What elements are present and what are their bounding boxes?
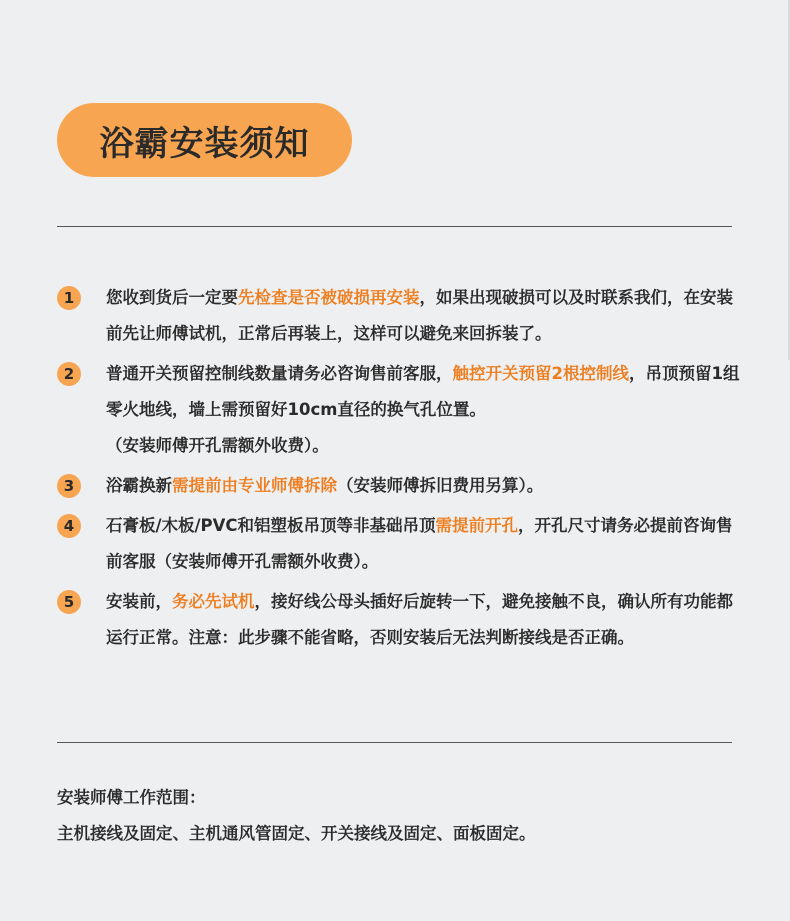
note-item	[57, 468, 747, 504]
note-text-segment: 浴霸换新	[106, 476, 172, 495]
note-text	[106, 584, 746, 656]
highlighted-phrase: 需提前由专业师傅拆除	[172, 476, 337, 495]
note-text-segment: （安装师傅开孔需额外收费）。	[106, 436, 329, 455]
note-number-badge: 1	[57, 286, 81, 310]
note-item	[57, 508, 747, 580]
notes-list	[57, 280, 747, 660]
note-number-badge: 2	[57, 362, 81, 386]
note-text-segment: ，吊顶预留1组零火地线，墙上需预留好10cm直径的换气孔位置。	[106, 364, 740, 419]
note-text-segment: ，接好线公母头插好后旋转一下，避免接触不良，确认所有功能都运行正常。注意：此步骤不能省略，否则安装后无法判断接线是否正确。	[106, 592, 733, 647]
title-banner	[57, 103, 352, 177]
note-number-badge: 3	[57, 474, 81, 498]
work-scope-heading: 安装师傅工作范围：	[57, 788, 206, 807]
work-scope-section	[57, 780, 536, 852]
note-text-segment: ，如果出现破损可以及时联系我们，在安装前先让师傅试机，正常后再装上，这样可以避免来回拆装了。	[106, 288, 733, 343]
note-item	[57, 280, 747, 352]
note-text	[106, 508, 746, 580]
note-text-segment: 石膏板/木板/PVC和铝塑板吊顶等非基础吊顶	[106, 516, 436, 535]
note-text	[106, 280, 746, 352]
note-text-segment: （安装师傅拆旧费用另算）。	[337, 476, 544, 495]
top-divider	[57, 226, 732, 227]
highlighted-phrase: 先检查是否被破损再安装	[238, 288, 420, 307]
note-number-badge: 5	[57, 590, 81, 614]
note-text	[106, 356, 746, 464]
page-title: 浴霸安装须知	[99, 123, 310, 164]
note-text	[106, 468, 746, 504]
note-item	[57, 356, 747, 464]
bottom-divider	[57, 742, 732, 743]
note-number-badge: 4	[57, 514, 81, 538]
work-scope-text: 主机接线及固定、主机通风管固定、开关接线及固定、面板固定。	[57, 824, 536, 843]
note-text-segment: ，开孔尺寸请务必提前咨询售前客服（安装师傅开孔需额外收费）。	[106, 516, 733, 571]
highlighted-phrase: 需提前开孔	[435, 516, 519, 535]
highlighted-phrase: 触控开关预留2根控制线	[452, 364, 629, 383]
note-item	[57, 584, 747, 656]
highlighted-phrase: 务必先试机	[172, 592, 255, 611]
note-text-segment: 您收到货后一定要	[106, 288, 238, 307]
note-text-segment: 安装前，	[106, 592, 172, 611]
note-text-segment: 普通开关预留控制线数量请务必咨询售前客服，	[106, 364, 453, 383]
